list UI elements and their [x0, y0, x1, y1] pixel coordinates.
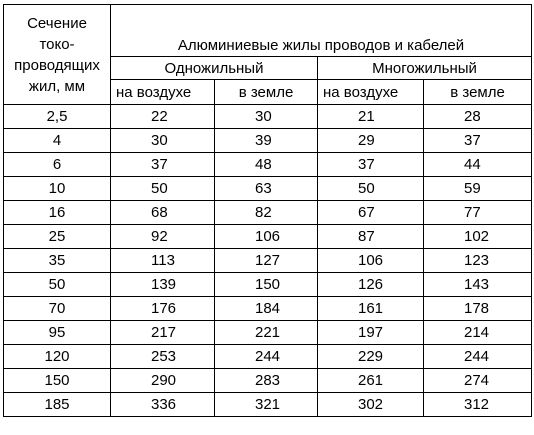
cell-single-ground: 48: [215, 153, 318, 177]
cell-single-air: 113: [111, 249, 215, 273]
cell-multi-air: 50: [318, 177, 424, 201]
cell-section: 50: [4, 273, 111, 297]
cell-multi-air: 37: [318, 153, 424, 177]
section-header-line2: токо-: [39, 35, 75, 53]
cell-multi-ground: 123: [424, 249, 532, 273]
cell-single-air: 217: [111, 321, 215, 345]
multi-ground-header: в земле: [424, 80, 532, 105]
cell-single-ground: 30: [215, 105, 318, 129]
cell-single-ground: 221: [215, 321, 318, 345]
cell-single-ground: 127: [215, 249, 318, 273]
cell-single-ground: 63: [215, 177, 318, 201]
cell-multi-air: 161: [318, 297, 424, 321]
cell-section: 2,5: [4, 105, 111, 129]
table-row: [4, 345, 532, 369]
table-row: [4, 153, 532, 177]
cell-single-air: 50: [111, 177, 215, 201]
cell-single-air: 37: [111, 153, 215, 177]
cell-single-air: 290: [111, 369, 215, 393]
cell-section: 25: [4, 225, 111, 249]
cell-multi-ground: 244: [424, 345, 532, 369]
section-header: [4, 5, 111, 105]
cell-multi-ground: 37: [424, 129, 532, 153]
single-air-header: на воздухе: [111, 80, 215, 105]
group-header: Алюминиевые жилы проводов и кабелей: [111, 5, 532, 57]
cell-multi-air: 87: [318, 225, 424, 249]
cell-section: 70: [4, 297, 111, 321]
cell-multi-ground: 214: [424, 321, 532, 345]
cell-single-air: 30: [111, 129, 215, 153]
cell-multi-ground: 178: [424, 297, 532, 321]
cell-section: 35: [4, 249, 111, 273]
cell-multi-air: 21: [318, 105, 424, 129]
section-header-line4: жил, мм: [28, 77, 86, 95]
cell-section: 95: [4, 321, 111, 345]
cell-section: 4: [4, 129, 111, 153]
cell-multi-ground: 102: [424, 225, 532, 249]
cell-multi-ground: 143: [424, 273, 532, 297]
table-row: [4, 321, 532, 345]
ampacity-table: [3, 4, 532, 417]
table-row: [4, 393, 532, 417]
cell-section: 16: [4, 201, 111, 225]
multi-air-header: на воздухе: [318, 80, 424, 105]
table-row: [4, 129, 532, 153]
cell-single-ground: 244: [215, 345, 318, 369]
cell-single-ground: 150: [215, 273, 318, 297]
cell-multi-air: 229: [318, 345, 424, 369]
cell-single-ground: 283: [215, 369, 318, 393]
table-row: [4, 249, 532, 273]
cell-single-air: 68: [111, 201, 215, 225]
cell-multi-air: 29: [318, 129, 424, 153]
cell-multi-air: 261: [318, 369, 424, 393]
cell-single-air: 176: [111, 297, 215, 321]
cell-single-ground: 321: [215, 393, 318, 417]
cell-multi-ground: 274: [424, 369, 532, 393]
cell-multi-ground: 77: [424, 201, 532, 225]
cell-multi-air: 126: [318, 273, 424, 297]
cell-single-air: 336: [111, 393, 215, 417]
cell-single-ground: 184: [215, 297, 318, 321]
cell-single-air: 22: [111, 105, 215, 129]
multi-core-header: Многожильный: [318, 57, 532, 80]
cell-section: 185: [4, 393, 111, 417]
cell-single-air: 253: [111, 345, 215, 369]
single-ground-header: в земле: [215, 80, 318, 105]
cell-multi-air: 302: [318, 393, 424, 417]
cell-multi-ground: 312: [424, 393, 532, 417]
section-header-line1: Сечение: [27, 14, 87, 32]
table-row: [4, 225, 532, 249]
cell-section: 6: [4, 153, 111, 177]
cell-multi-ground: 59: [424, 177, 532, 201]
cell-multi-ground: 44: [424, 153, 532, 177]
cell-single-ground: 106: [215, 225, 318, 249]
cell-single-ground: 39: [215, 129, 318, 153]
table-row: [4, 369, 532, 393]
table-row: [4, 105, 532, 129]
cell-section: 150: [4, 369, 111, 393]
table-body: [4, 105, 532, 417]
table-row: [4, 201, 532, 225]
cell-multi-air: 106: [318, 249, 424, 273]
cell-single-air: 139: [111, 273, 215, 297]
cell-single-ground: 82: [215, 201, 318, 225]
table-row: [4, 297, 532, 321]
cell-multi-ground: 28: [424, 105, 532, 129]
cell-section: 10: [4, 177, 111, 201]
table-row: [4, 273, 532, 297]
cell-multi-air: 197: [318, 321, 424, 345]
section-header-line3: проводящих: [14, 56, 100, 74]
cell-single-air: 92: [111, 225, 215, 249]
single-core-header: Одножильный: [111, 57, 318, 80]
cell-section: 120: [4, 345, 111, 369]
cell-multi-air: 67: [318, 201, 424, 225]
table-row: [4, 177, 532, 201]
